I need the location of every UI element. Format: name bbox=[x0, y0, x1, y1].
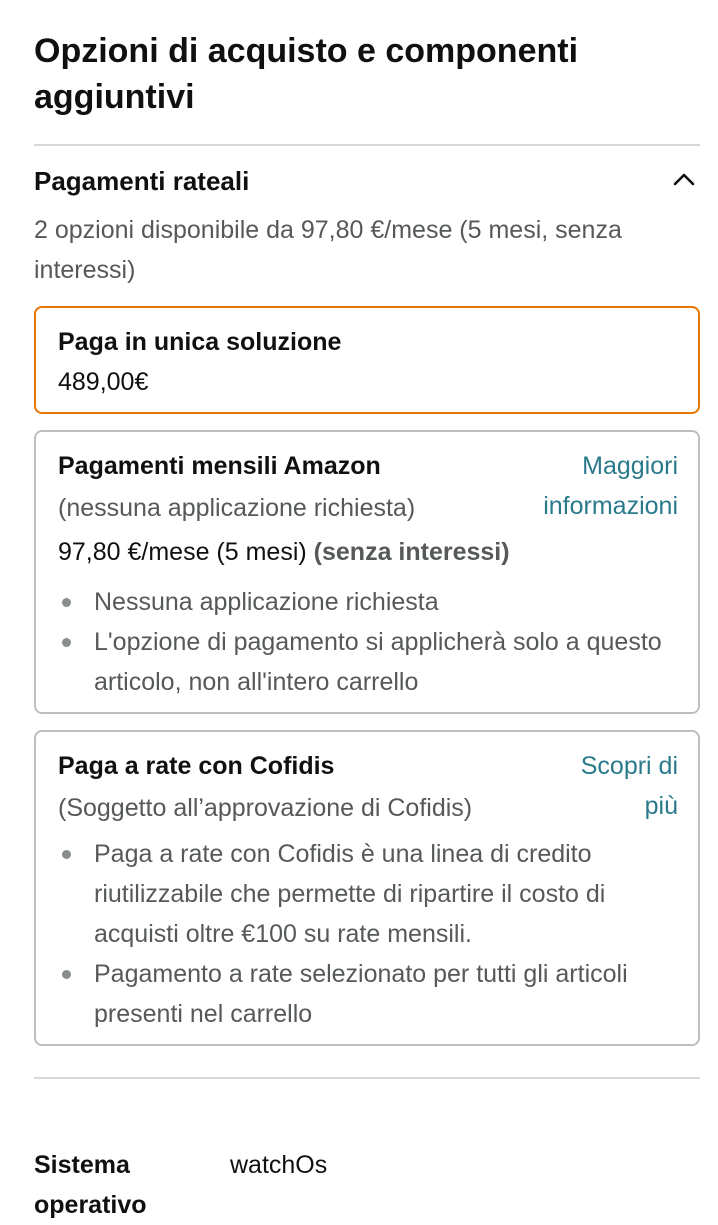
bullet-text: L'opzione di pagamento si applicherà solo a questo articolo, non all'intero carrello bbox=[94, 628, 662, 696]
option-title: Paga in unica soluzione bbox=[58, 328, 342, 356]
bullet-icon bbox=[62, 850, 71, 859]
bullet-text: Pagamento a rate selezionato per tutti gli articoli presenti nel carrello bbox=[94, 960, 628, 1028]
list-item bbox=[58, 834, 678, 954]
list-item bbox=[58, 954, 678, 1034]
chevron-up-icon[interactable] bbox=[672, 167, 696, 191]
monthly-amount: 97,80 €/mese (5 mesi) bbox=[58, 538, 307, 566]
option-note: (nessuna applicazione richiesta) bbox=[58, 494, 416, 522]
list-item bbox=[58, 622, 678, 702]
option-title: Paga a rate con Cofidis bbox=[58, 752, 335, 780]
bullet-text: Paga a rate con Cofidis è una linea di credito riutilizzabile che permette di ripartire il costo di acquisti oltre €100 su rate mensili. bbox=[94, 840, 606, 948]
monthly-price bbox=[58, 534, 510, 570]
bullet-text: Nessuna applicazione richiesta bbox=[94, 588, 439, 616]
bullet-icon bbox=[62, 598, 71, 607]
interest-free-label: (senza interessi) bbox=[313, 538, 510, 566]
divider bbox=[34, 144, 700, 146]
option-title: Pagamenti mensili Amazon bbox=[58, 452, 381, 480]
page-title: Opzioni di acquisto e componenti aggiuntivi bbox=[34, 32, 579, 116]
discover-more-link[interactable]: Scopri di più bbox=[580, 752, 678, 820]
installments-section-header[interactable] bbox=[34, 163, 700, 203]
list-item bbox=[58, 582, 678, 622]
spec-value-operating-system: watchOs bbox=[230, 1151, 328, 1179]
option-bullet-list bbox=[58, 582, 678, 702]
spec-label-operating-system: Sistema operativo bbox=[34, 1151, 147, 1219]
installments-summary: 2 opzioni disponibile da 97,80 €/mese (5 mesi, senza interessi) bbox=[34, 216, 622, 284]
bullet-icon bbox=[62, 970, 71, 979]
bullet-icon bbox=[62, 638, 71, 647]
more-info-link[interactable]: Maggiori informazioni bbox=[543, 452, 678, 520]
option-cofidis-installments[interactable] bbox=[34, 730, 700, 1046]
option-note: (Soggetto all’approvazione di Cofidis) bbox=[58, 794, 473, 822]
divider bbox=[34, 1077, 700, 1079]
option-bullet-list bbox=[58, 834, 678, 1034]
installments-section-title: Pagamenti rateali bbox=[34, 166, 250, 196]
option-price: 489,00€ bbox=[58, 368, 149, 396]
option-amazon-monthly-payments[interactable] bbox=[34, 430, 700, 714]
option-pay-in-full[interactable] bbox=[34, 306, 700, 414]
